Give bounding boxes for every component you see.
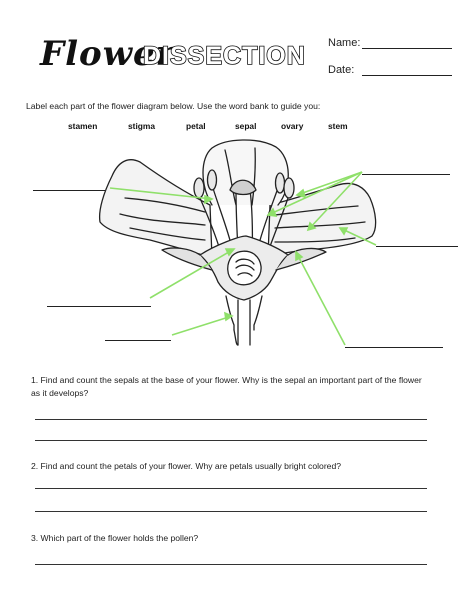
answer-line[interactable]: [35, 440, 427, 441]
word-bank-stamen: stamen: [68, 121, 98, 131]
date-label: Date:: [328, 64, 355, 76]
answer-line[interactable]: [35, 488, 427, 489]
answer-line[interactable]: [35, 511, 427, 512]
instructions: Label each part of the flower diagram below. Use the word bank to guide you:: [26, 101, 321, 111]
name-label: Name:: [328, 37, 361, 49]
question-1: 1. Find and count the sepals at the base of your flower. Why is the sepal an important part of the flower as it develops?: [31, 375, 422, 398]
title-block: DISSECTION: [143, 42, 306, 70]
word-bank-stem: stem: [328, 121, 348, 131]
word-bank-ovary: ovary: [281, 121, 304, 131]
question-2: 2. Find and count the petals of your flower. Why are petals usually bright colored?: [31, 461, 342, 471]
question-3: 3. Which part of the flower holds the pollen?: [31, 533, 199, 543]
word-bank-stigma: stigma: [128, 121, 155, 131]
answer-line[interactable]: [35, 564, 427, 565]
word-bank-petal: petal: [186, 121, 206, 131]
title-script: Flower: [40, 34, 175, 74]
word-bank-sepal: sepal: [235, 121, 257, 131]
answer-line[interactable]: [35, 419, 427, 420]
